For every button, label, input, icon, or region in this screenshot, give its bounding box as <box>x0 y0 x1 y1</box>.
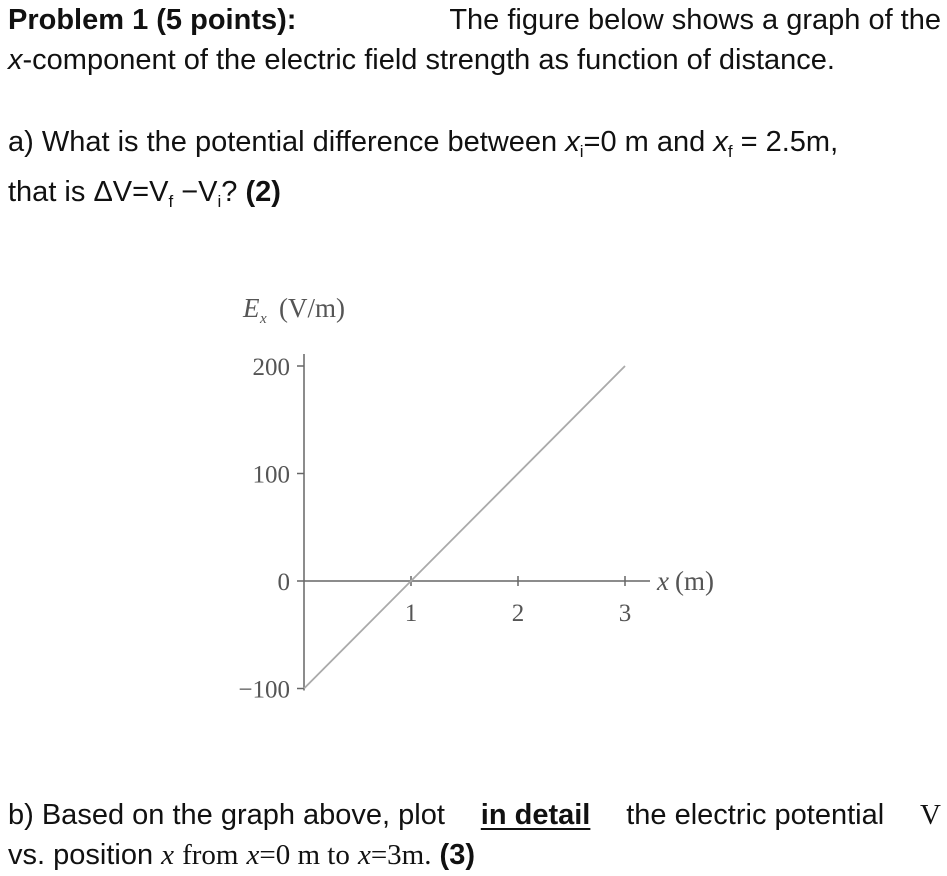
part-b-line-1 <box>8 795 941 835</box>
axis-ticks <box>238 354 631 704</box>
problem-line-2-text: -component of the electric field strength as function of distance. <box>22 44 835 76</box>
x-position-variable: x <box>161 839 175 871</box>
y-tick-label: 200 <box>252 354 290 381</box>
problem-line-1-text: The figure below shows a graph of the <box>449 4 941 36</box>
delta-v-expression: ΔV=V <box>93 176 169 208</box>
part-a-line-2 <box>8 172 941 222</box>
y-axis-label-sub: x <box>260 311 267 327</box>
data-series <box>304 366 625 689</box>
x-axis-label <box>656 566 714 596</box>
part-a-end: = 2.5m, <box>740 126 839 158</box>
question-mark: ? <box>221 176 238 208</box>
part-b-line-2-prefix: vs. position <box>8 839 154 871</box>
problem-heading: Problem 1 (5 points): <box>8 4 297 36</box>
minus-vi: −V <box>173 176 218 208</box>
range-start: =0 m to <box>259 839 350 871</box>
part-b-rest: the electric potential <box>626 799 885 831</box>
y-tick-label: 0 <box>277 569 290 596</box>
xi-variable: x <box>565 126 580 158</box>
in-detail-emphasis: in detail <box>480 799 591 831</box>
vf-subscript: f <box>168 192 174 211</box>
xf-variable: x <box>713 126 728 158</box>
x-start-variable: x <box>246 839 260 871</box>
part-b-points: (3) <box>439 839 475 871</box>
x-axis-label-units: (m) <box>675 566 714 596</box>
xi-subscript: i <box>579 142 584 161</box>
xf-subscript: f <box>727 142 733 161</box>
from-word: from <box>182 839 239 871</box>
y-axis-label <box>242 293 345 327</box>
electric-field-graph <box>195 283 775 723</box>
y-tick-label: 100 <box>252 461 290 489</box>
range-end: =3m. <box>370 839 432 871</box>
part-a-points: (2) <box>245 176 281 208</box>
part-a-line-2-prefix: that is <box>8 176 86 208</box>
x-tick-label: 1 <box>404 600 418 627</box>
x-tick-label: 2 <box>511 600 525 627</box>
vi-subscript: i <box>217 192 222 211</box>
x-tick-label: 3 <box>618 600 632 627</box>
part-a-question <box>8 122 941 222</box>
part-a-line-1 <box>8 122 941 172</box>
part-b-question <box>8 795 941 875</box>
y-axis-label-units: (V/m) <box>279 293 345 323</box>
y-tick-label: −100 <box>238 676 290 704</box>
x-axis-label-x: x <box>657 566 669 596</box>
part-b-prefix: b) Based on the graph above, plot <box>8 799 445 831</box>
problem-statement <box>8 0 941 80</box>
ex-series-line <box>304 366 625 689</box>
part-b-line-2 <box>8 835 941 875</box>
x-variable: x <box>8 44 23 76</box>
part-a-prefix: a) What is the potential difference between <box>8 126 558 158</box>
part-a-mid: =0 m and <box>583 126 706 158</box>
potential-symbol: V <box>920 799 941 831</box>
y-axis-label-e: E <box>243 293 260 323</box>
problem-line-1 <box>8 0 941 40</box>
x-end-variable: x <box>357 839 371 871</box>
problem-line-2 <box>8 40 941 80</box>
